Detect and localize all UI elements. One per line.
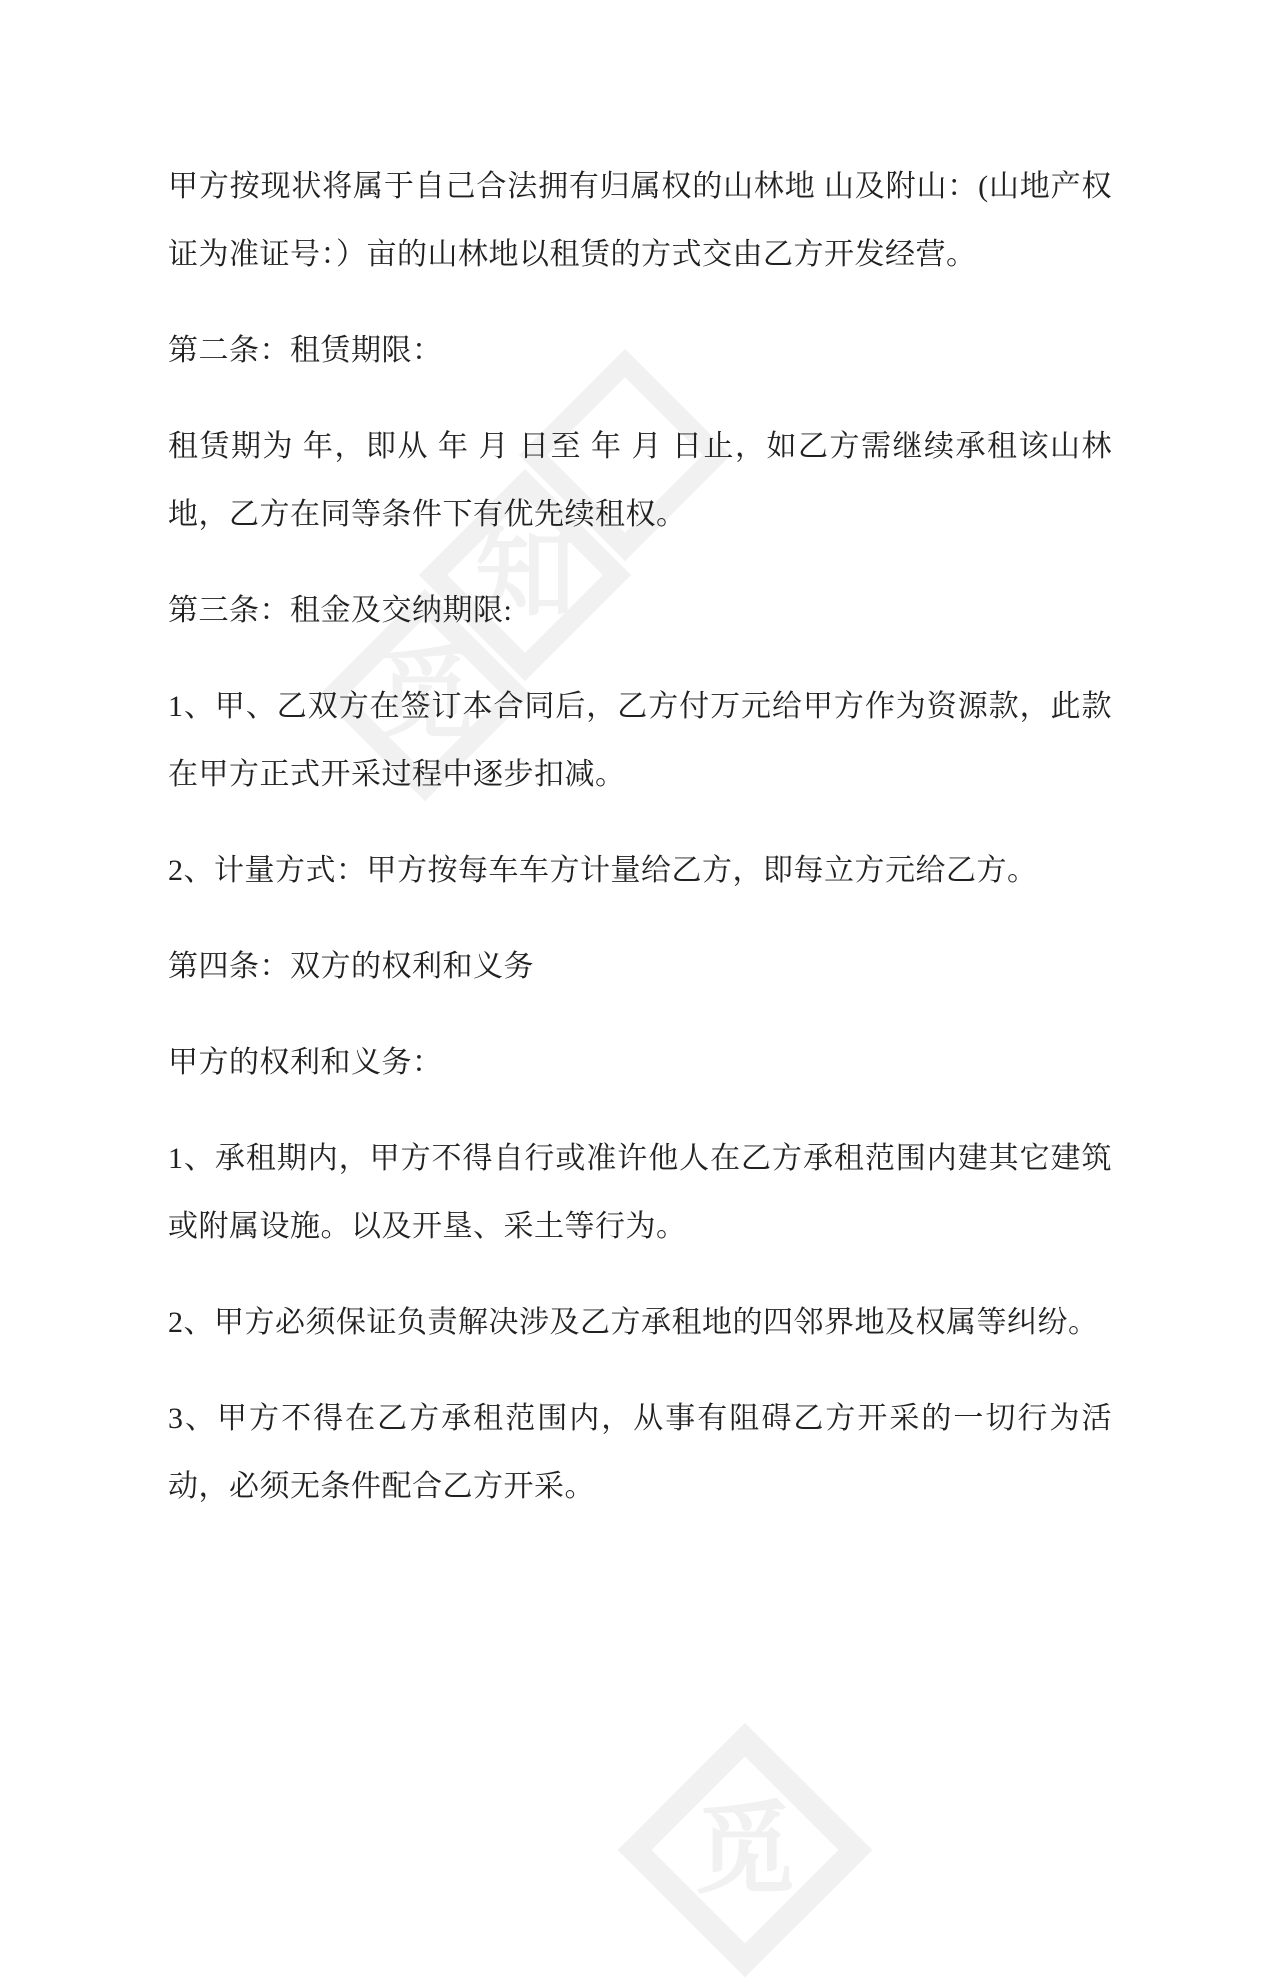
watermark-character: 知 <box>475 519 575 631</box>
paragraph-party-a-heading: 甲方的权利和义务： <box>168 1046 443 1079</box>
watermark-diamond-icon <box>618 1723 873 1977</box>
clause-heading-lease-term: 第二条：租赁期限： <box>168 334 443 367</box>
clause-heading-rent-payment: 第三条：租金及交纳期限: <box>168 594 513 627</box>
contract-text <box>168 153 1112 1549</box>
paragraph-party-a-item-2: 2、甲方必须保证负责解决涉及乙方承租地的四邻界地及权属等纠纷。 <box>168 1306 1099 1339</box>
paragraph-party-a-item-3: 3、甲方不得在乙方承租范围内，从事有阻碍乙方开采的一切行为活动，必须无条件配合乙方开采。 <box>168 1402 1112 1503</box>
paragraph-party-a-item-1: 1、承租期内，甲方不得自行或准许他人在乙方承租范围内建其它建筑或附属设施。以及开垦、采土等行为。 <box>168 1142 1112 1243</box>
paragraph-rent-item-1: 1、甲、乙双方在签订本合同后，乙方付万元给甲方作为资源款，此款在甲方正式开采过程中逐步扣减。 <box>168 690 1112 791</box>
watermark-character: 觅 <box>695 1794 795 1906</box>
paragraph-rent-item-2: 2、计量方式：甲方按每车车方计量给乙方，即每立方元给乙方。 <box>168 854 1038 887</box>
watermark-character: 觅 <box>375 639 475 751</box>
paragraph-lease-object: 甲方按现状将属于自己合法拥有归属权的山林地 山及附山：(山地产权证为准证号：）亩的山林地以租赁的方式交由乙方开发经营。 <box>168 170 1112 271</box>
clause-heading-rights-duties: 第四条：双方的权利和义务 <box>168 950 534 983</box>
paragraph-lease-term: 租赁期为 年，即从 年 月 日至 年 月 日止，如乙方需继续承租该山林地，乙方在同等条件下有优先续租权。 <box>168 430 1112 531</box>
